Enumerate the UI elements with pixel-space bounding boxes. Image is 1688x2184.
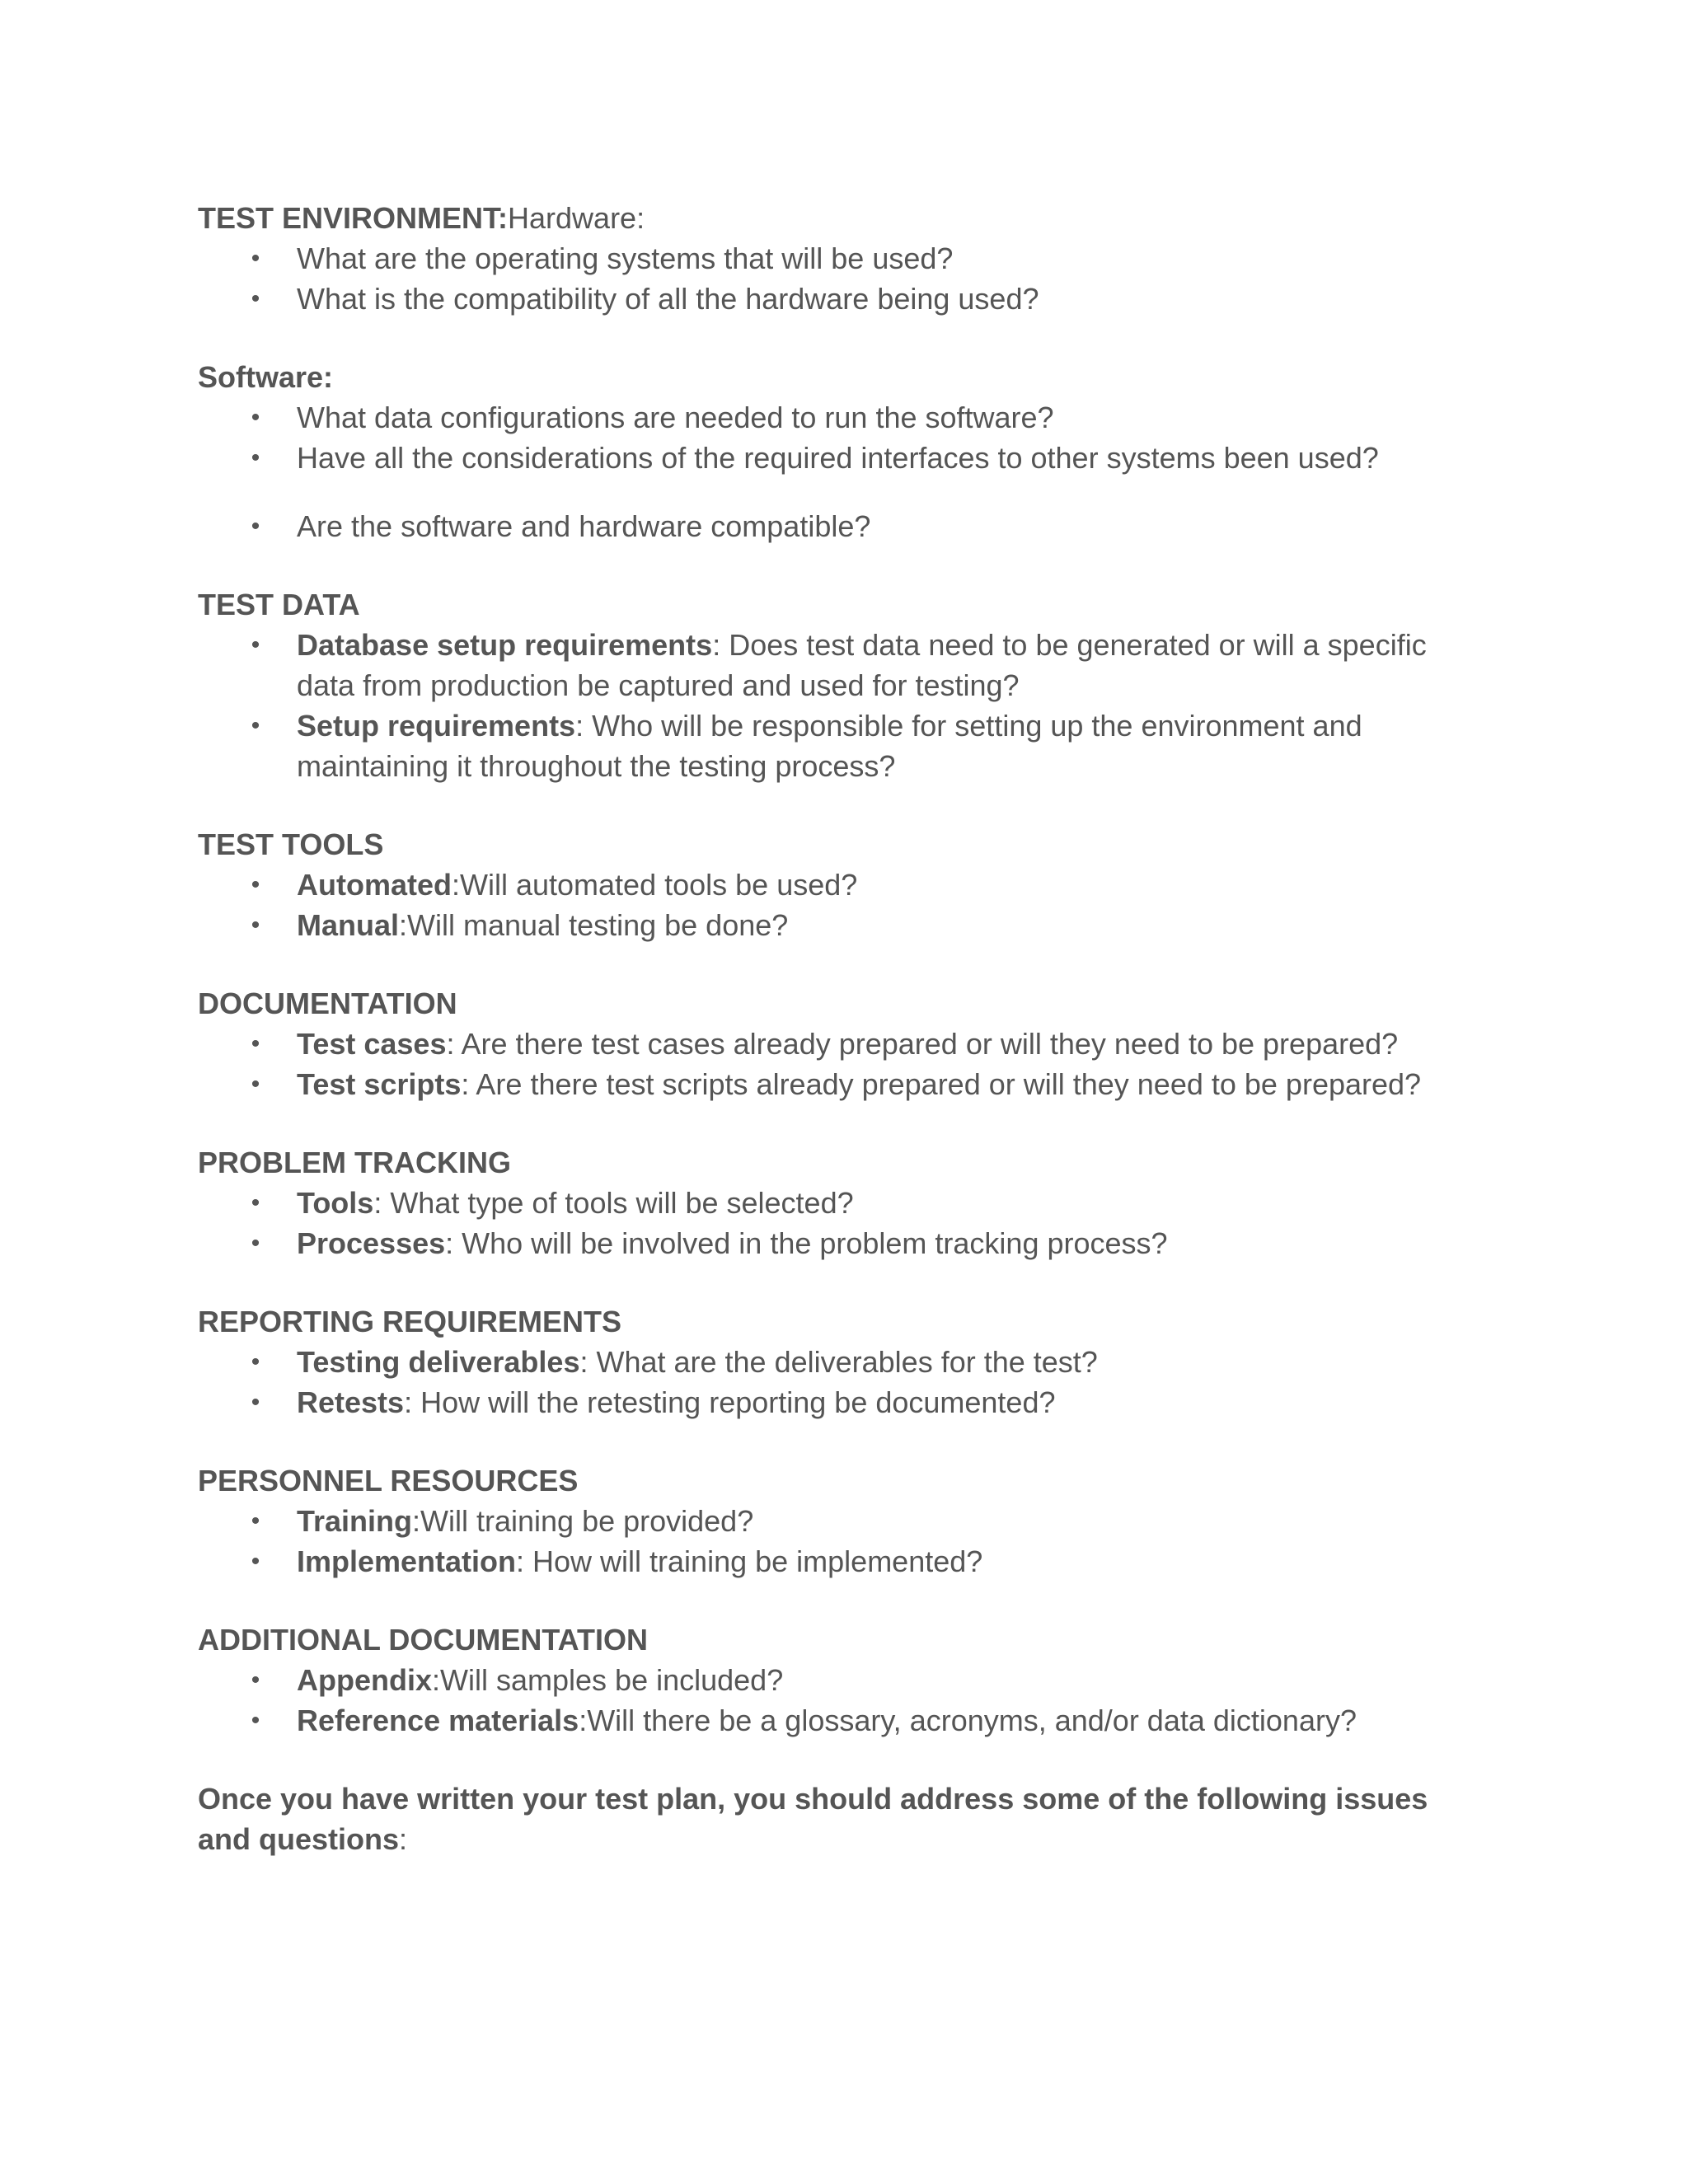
section-problem-tracking bbox=[198, 1142, 1484, 1263]
list-item-term: Retests bbox=[297, 1385, 405, 1419]
list-item-text: What data configurations are needed to run the software? bbox=[297, 401, 1054, 434]
section-test-environment bbox=[198, 198, 1484, 319]
list-item bbox=[198, 865, 1484, 905]
list-item-term: Tools bbox=[297, 1186, 374, 1220]
list-item-term: Manual bbox=[297, 908, 400, 942]
section-heading: TEST TOOLS bbox=[198, 827, 384, 861]
bullet-icon: • bbox=[251, 404, 260, 431]
list-item-term: Training bbox=[297, 1504, 413, 1538]
list-item-term: Reference materials bbox=[297, 1704, 579, 1737]
bullet-list bbox=[198, 1183, 1484, 1263]
bullet-icon: • bbox=[251, 1189, 260, 1216]
section-heading: ADDITIONAL DOCUMENTATION bbox=[198, 1623, 648, 1657]
section-additional-documentation bbox=[198, 1619, 1484, 1741]
section-heading: REPORTING REQUIREMENTS bbox=[198, 1305, 622, 1338]
list-item-text: :Will manual testing be done? bbox=[399, 908, 789, 942]
list-item bbox=[198, 397, 1484, 438]
list-item bbox=[198, 1223, 1484, 1263]
list-item-text: : Who will be responsible for setting up the environment and maintaining it throughout the testing process? bbox=[297, 709, 1362, 783]
list-item-term: Implementation bbox=[297, 1544, 517, 1578]
bullet-list bbox=[198, 238, 1484, 319]
section-heading: DOCUMENTATION bbox=[198, 987, 457, 1020]
section-heading bbox=[198, 198, 1484, 238]
list-item bbox=[198, 238, 1484, 279]
list-item-term: Test scripts bbox=[297, 1067, 462, 1101]
list-item-text: : How will training be implemented? bbox=[516, 1544, 983, 1578]
list-item-term: Appendix bbox=[297, 1663, 433, 1697]
section-test-data bbox=[198, 584, 1484, 786]
list-item-text: : What type of tools will be selected? bbox=[373, 1186, 854, 1220]
bullet-list bbox=[198, 865, 1484, 945]
bullet-icon: • bbox=[251, 444, 260, 471]
list-item bbox=[198, 1660, 1484, 1700]
bullet-list bbox=[198, 1501, 1484, 1582]
list-item-text: :Will there be a glossary, acronyms, and/or data dictionary? bbox=[579, 1704, 1357, 1737]
list-item bbox=[198, 1501, 1484, 1541]
list-item-text: Are the software and hardware compatible? bbox=[297, 509, 871, 543]
list-item-term: Automated bbox=[297, 868, 452, 902]
list-item bbox=[198, 1541, 1484, 1582]
bullet-icon: • bbox=[251, 871, 260, 898]
list-item bbox=[198, 1064, 1484, 1104]
list-item-text: What is the compatibility of all the hardware being used? bbox=[297, 282, 1039, 316]
list-item-text: : Does test data need to be generated or will a specific data from production be captured and used for testing? bbox=[297, 628, 1427, 702]
list-item-term: Test cases bbox=[297, 1027, 447, 1061]
bullet-list bbox=[198, 1660, 1484, 1741]
list-item-term: Database setup requirements bbox=[297, 628, 713, 662]
heading-label: TEST ENVIRONMENT: bbox=[198, 201, 509, 235]
list-item bbox=[198, 705, 1484, 786]
list-item bbox=[198, 1024, 1484, 1064]
list-item-text: Have all the considerations of the required interfaces to other systems been used? bbox=[297, 441, 1379, 475]
bullet-icon: • bbox=[251, 1389, 260, 1416]
section-heading: PERSONNEL RESOURCES bbox=[198, 1464, 579, 1497]
list-item-term: Processes bbox=[297, 1226, 446, 1260]
list-item-term: Testing deliverables bbox=[297, 1345, 580, 1379]
list-item-text: : Who will be involved in the problem tracking process? bbox=[445, 1226, 1168, 1260]
list-item bbox=[198, 438, 1484, 478]
section-software bbox=[198, 357, 1484, 546]
list-item bbox=[198, 625, 1484, 705]
section-heading: Software: bbox=[198, 360, 334, 394]
document-content bbox=[198, 198, 1484, 1859]
bullet-icon: • bbox=[251, 513, 260, 540]
section-reporting-requirements bbox=[198, 1301, 1484, 1422]
bullet-icon: • bbox=[251, 1507, 260, 1535]
list-item-text: :Will samples be included? bbox=[432, 1663, 784, 1697]
list-item-text: :Will automated tools be used? bbox=[452, 868, 858, 902]
closing-tail: : bbox=[399, 1822, 408, 1856]
section-heading: TEST DATA bbox=[198, 588, 360, 621]
bullet-list bbox=[198, 397, 1484, 546]
list-item bbox=[198, 279, 1484, 319]
list-item bbox=[198, 1382, 1484, 1422]
bullet-icon: • bbox=[251, 1548, 260, 1575]
bullet-list bbox=[198, 1024, 1484, 1104]
bullet-list bbox=[198, 625, 1484, 786]
bullet-icon: • bbox=[251, 712, 260, 739]
section-test-tools bbox=[198, 824, 1484, 945]
closing-paragraph bbox=[198, 1779, 1484, 1859]
bullet-icon: • bbox=[251, 912, 260, 939]
bullet-icon: • bbox=[251, 1707, 260, 1734]
list-item bbox=[198, 1700, 1484, 1741]
list-item-term: Setup requirements bbox=[297, 709, 576, 743]
list-item-text: : What are the deliverables for the test? bbox=[579, 1345, 1098, 1379]
list-item bbox=[198, 1342, 1484, 1382]
subheading-hardware: Hardware: bbox=[508, 201, 645, 235]
list-item-text: :Will training be provided? bbox=[412, 1504, 754, 1538]
bullet-icon: • bbox=[251, 1030, 260, 1057]
section-personnel-resources bbox=[198, 1460, 1484, 1582]
list-item-text: : Are there test scripts already prepared or will they need to be prepared? bbox=[461, 1067, 1422, 1101]
list-item bbox=[198, 1183, 1484, 1223]
bullet-icon: • bbox=[251, 1071, 260, 1098]
closing-bold-text: Once you have written your test plan, you should address some of the following issues and questions bbox=[198, 1782, 1428, 1856]
section-heading: PROBLEM TRACKING bbox=[198, 1146, 511, 1179]
bullet-icon: • bbox=[251, 1230, 260, 1257]
list-item-text: What are the operating systems that will be used? bbox=[297, 241, 954, 275]
bullet-icon: • bbox=[251, 285, 260, 312]
bullet-list bbox=[198, 1342, 1484, 1422]
section-documentation bbox=[198, 983, 1484, 1104]
bullet-icon: • bbox=[251, 631, 260, 658]
list-item-text: : Are there test cases already prepared or will they need to be prepared? bbox=[446, 1027, 1399, 1061]
list-item bbox=[198, 905, 1484, 945]
bullet-icon: • bbox=[251, 245, 260, 272]
list-item-text: : How will the retesting reporting be documented? bbox=[404, 1385, 1056, 1419]
bullet-icon: • bbox=[251, 1348, 260, 1376]
bullet-icon: • bbox=[251, 1666, 260, 1694]
list-item bbox=[198, 506, 1484, 546]
